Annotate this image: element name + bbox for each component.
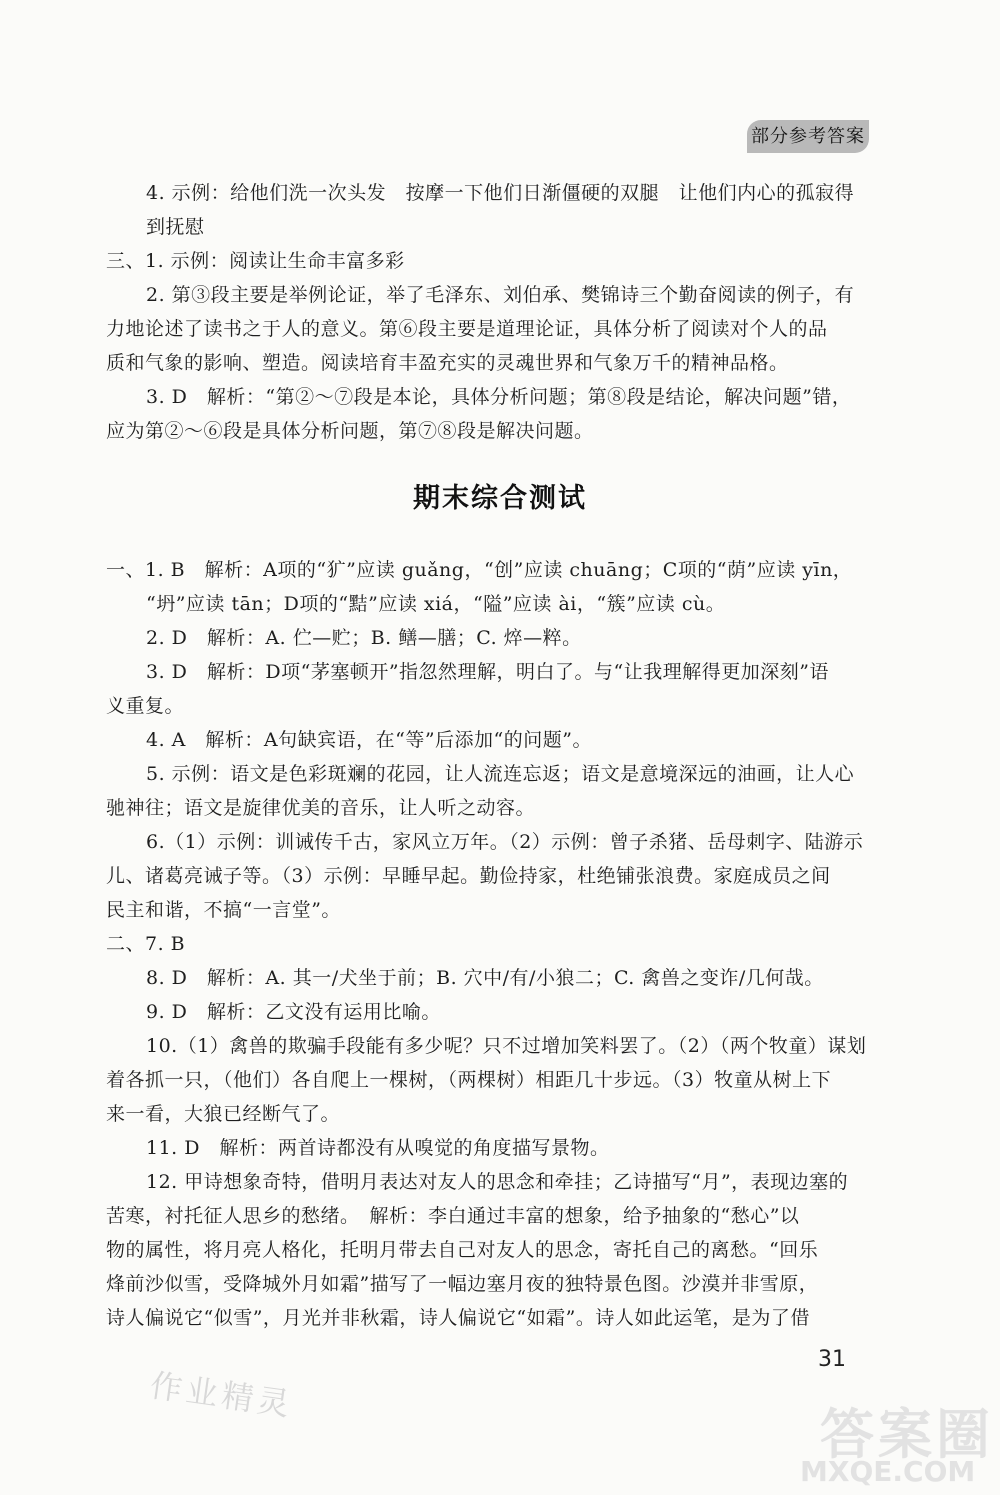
answer-line: 6.（1）示例：训诫传千古，家风立万年。（2）示例：曾子杀猪、岳母刺字、陆游示 [146,831,864,853]
answer-line: 诗人偏说它“似雪”，月光并非秋霜，诗人偏说它“如霜”。诗人如此运笔，是为了借 [106,1307,810,1329]
answer-line: 11. D 解析：两首诗都没有从嗅觉的角度描写景物。 [146,1137,610,1159]
answer-line: 4. 示例：给他们洗一次头发 按摩一下他们日渐僵硬的双腿 让他们内心的孤寂得 [146,182,855,204]
answer-line: 5. 示例：语文是色彩斑斓的花园，让人流连忘返；语文是意境深远的油画，让人心 [146,763,855,785]
section-title: 期末综合测试 [413,483,587,514]
answer-line: 儿、诸葛亮诫子等。（3）示例：早睡早起。勤俭持家，杜绝铺张浪费。家庭成员之间 [106,865,831,887]
answer-line: “坍”应读 tān；D项的“黠”应读 xiá，“隘”应读 ài，“簇”应读 cù。 [146,593,726,615]
answer-line: 驰神往；语文是旋律优美的音乐，让人听之动容。 [106,797,536,819]
watermark-logo: 答案圈 [820,1403,994,1466]
answer-line: 义重复。 [106,695,185,717]
watermark-url: MXQE.COM [800,1455,976,1488]
watermark-stamp: 作业精灵 [147,1366,296,1424]
answer-line: 2. D 解析：A. 伫—贮；B. 鳝—膳；C. 焠—粹。 [146,627,582,649]
answer-line: 一、1. B 解析：A项的“犷”应读 guǎng，“创”应读 chuāng；C项的“荫”应读 yīn， [106,559,853,581]
answer-line: 到抚慰 [146,216,205,238]
section-tab: 部分参考答案 [747,120,869,153]
answer-line: 着各抓一只，（他们）各自爬上一棵树，（两棵树）相距几十步远。（3）牧童从树上下 [106,1069,832,1091]
answer-line: 二、7. B [106,933,186,955]
answer-line: 来一看，大狼已经断气了。 [106,1103,341,1125]
answer-line: 质和气象的影响、塑造。阅读培育丰盈充实的灵魂世界和气象万千的精神品格。 [106,352,789,374]
answer-line: 物的属性，将月亮人格化，托明月带去自己对友人的思念，寄托自己的离愁。“回乐 [106,1239,819,1261]
answer-line: 苦寒，衬托征人思乡的愁绪。 解析：李白通过丰富的想象，给予抽象的“愁心”以 [106,1205,800,1227]
answer-line: 4. A 解析：A句缺宾语，在“等”后添加“的问题”。 [146,729,592,751]
answer-line: 力地论述了读书之于人的意义。第⑥段主要是道理论证，具体分析了阅读对个人的品 [106,318,828,340]
answer-line: 民主和谐，不搞“一言堂”。 [106,899,341,921]
page-number: 31 [818,1347,846,1372]
answer-line: 3. D 解析：D项“茅塞顿开”指忽然理解，明白了。与“让我理解得更加深刻”语 [146,661,829,683]
answer-line: 8. D 解析：A. 其一/犬坐于前；B. 穴中/有/小狼二；C. 禽兽之变诈/几何哉。 [146,967,824,989]
answer-line: 12. 甲诗想象奇特，借明月表达对友人的思念和牵挂；乙诗描写“月”，表现边塞的 [146,1171,849,1193]
answer-line: 烽前沙似雪，受降城外月如霜”描写了一幅边塞月夜的独特景色图。沙漠并非雪原， [106,1273,819,1295]
answer-line: 9. D 解析：乙文没有运用比喻。 [146,1001,441,1023]
answer-line: 三、1. 示例：阅读让生命丰富多彩 [106,250,405,272]
answer-line: 应为第②～⑥段是具体分析问题，第⑦⑧段是解决问题。 [106,420,594,442]
answer-line: 2. 第③段主要是举例论证，举了毛泽东、刘伯承、樊锦诗三个勤奋阅读的例子，有 [146,284,855,306]
answer-line: 3. D 解析：“第②～⑦段是本论，具体分析问题；第⑧段是结论，解决问题”错， [146,386,852,408]
answer-line: 10.（1）禽兽的欺骗手段能有多少呢？只不过增加笑料罢了。（2）（两个牧童）谋划 [146,1035,867,1057]
